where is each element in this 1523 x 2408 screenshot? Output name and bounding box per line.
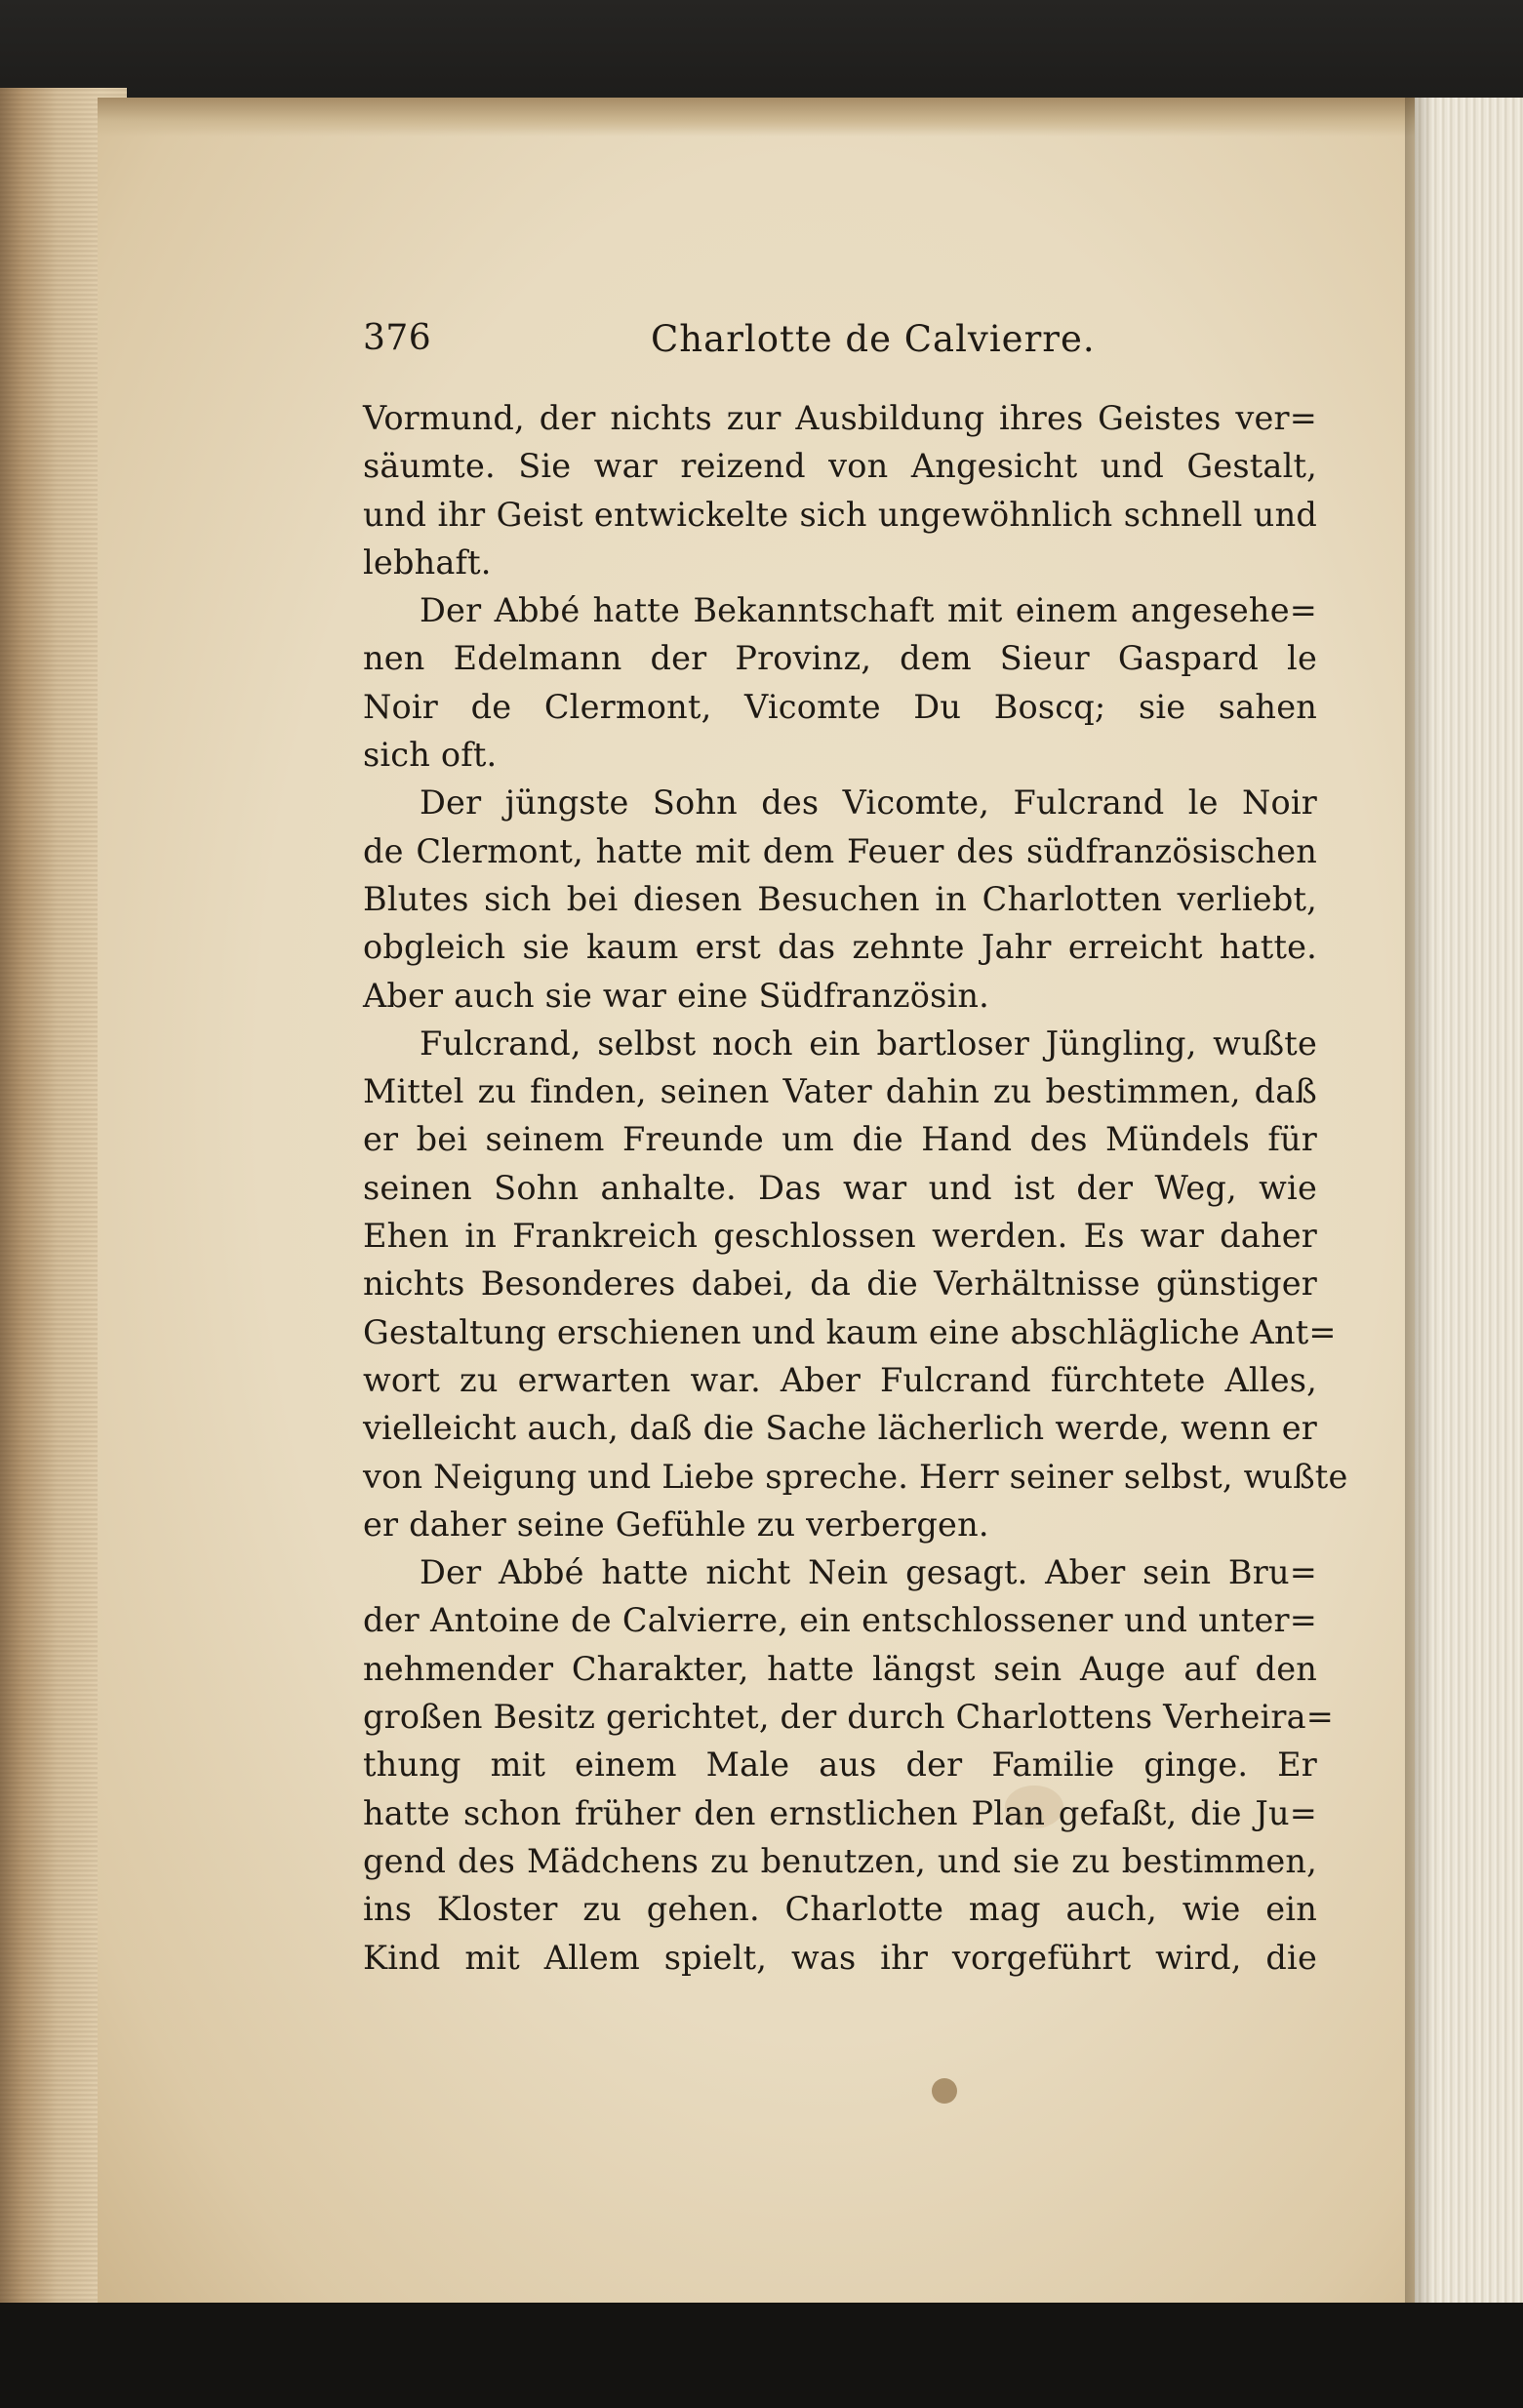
text-line: nichts Besonderes dabei, da die Verhältnisse günstiger xyxy=(363,1264,1317,1304)
text-line: der Antoine de Calvierre, ein entschlossener und unter= xyxy=(363,1601,1317,1640)
gutter-shadow xyxy=(1405,98,1434,2312)
text-line: Fulcrand, selbst noch ein bartloser Jüngling, wußte xyxy=(420,1023,1317,1063)
page-header xyxy=(363,318,1317,373)
text-line: de Clermont, hatte mit dem Feuer des südfranzösischen xyxy=(363,831,1317,870)
text-line: und ihr Geist entwickelte sich ungewöhnlich schnell und xyxy=(363,495,1317,534)
text-line: hatte schon früher den ernstlichen Plan gefaßt, die Ju= xyxy=(363,1793,1317,1832)
text-line: seinen Sohn anhalte. Das war und ist der Weg, wie xyxy=(363,1168,1317,1207)
text-line: Mittel zu finden, seinen Vater dahin zu bestimmen, daß xyxy=(363,1072,1317,1111)
text-line: Vormund, der nichts zur Ausbildung ihres Geistes ver= xyxy=(363,399,1317,437)
text-line: Gestaltung erschienen und kaum eine abschlägliche Ant= xyxy=(363,1312,1337,1351)
text-line: er daher seine Gefühle zu verbergen. xyxy=(363,1505,989,1544)
text-line: lebhaft. xyxy=(363,542,492,582)
text-line: Der jüngste Sohn des Vicomte, Fulcrand le Noir xyxy=(420,783,1317,823)
text-line: säumte. Sie war reizend von Angesicht und Gestalt, xyxy=(363,447,1317,486)
page-number: 376 xyxy=(363,318,432,358)
text-line: nen Edelmann der Provinz, dem Sieur Gaspard le xyxy=(363,639,1317,678)
text-line: gend des Mädchens zu benutzen, und sie zu bestimmen, xyxy=(363,1841,1317,1880)
text-line: Der Abbé hatte nicht Nein gesagt. Aber sein Bru= xyxy=(420,1553,1317,1592)
text-line: ins Kloster zu gehen. Charlotte mag auch, wie ein xyxy=(363,1890,1317,1929)
text-line: nehmender Charakter, hatte längst sein Auge auf den xyxy=(363,1649,1317,1688)
scan-background-top xyxy=(0,0,1523,107)
running-title: Charlotte de Calvierre. xyxy=(651,318,1096,360)
text-line: Noir de Clermont, Vicomte Du Boscq; sie sahen xyxy=(363,687,1317,726)
text-line: thung mit einem Male aus der Familie ginge. Er xyxy=(363,1746,1317,1785)
text-line: wort zu erwarten war. Aber Fulcrand fürchtete Alles, xyxy=(363,1360,1317,1399)
body-text xyxy=(363,394,1348,1982)
text-line: Der Abbé hatte Bekanntschaft mit einem angesehe= xyxy=(420,591,1317,630)
text-line: obgleich sie kaum erst das zehnte Jahr erreicht hatte. xyxy=(363,928,1317,967)
text-line: großen Besitz gerichtet, der durch Charlottens Verheira= xyxy=(363,1698,1335,1737)
text-line: Kind mit Allem spielt, was ihr vorgeführt wird, die xyxy=(363,1938,1317,1977)
scan-background-bottom xyxy=(0,2303,1523,2408)
text-line: vielleicht auch, daß die Sache lächerlich werde, wenn er xyxy=(363,1409,1317,1448)
page-text xyxy=(363,318,1348,1982)
text-line: Ehen in Frankreich geschlossen werden. Es war daher xyxy=(363,1217,1317,1256)
text-line: Aber auch sie war eine Südfranzösin. xyxy=(363,976,990,1015)
text-line: sich oft. xyxy=(363,736,498,775)
text-line: von Neigung und Liebe spreche. Herr seiner selbst, wußte xyxy=(363,1457,1348,1496)
text-line: Blutes sich bei diesen Besuchen in Charlotten verliebt, xyxy=(363,879,1317,918)
page-top-edge xyxy=(98,98,1415,137)
stain-mark xyxy=(932,2078,957,2104)
text-line: er bei seinem Freunde um die Hand des Mündels für xyxy=(363,1120,1317,1159)
